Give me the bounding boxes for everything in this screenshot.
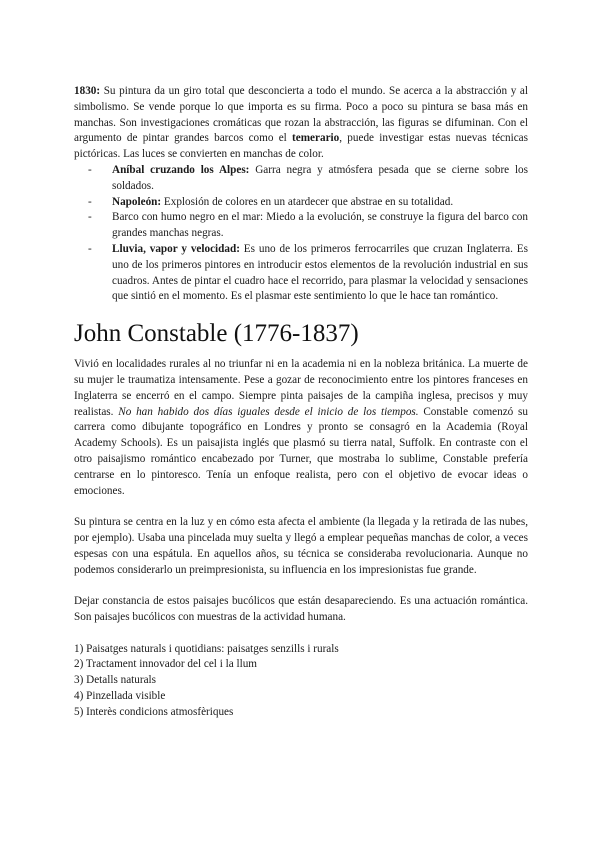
para1-quote: No han habido dos días iguales desde el inicio de los tiempos.	[118, 405, 419, 418]
painting-list	[74, 163, 528, 305]
numbered-item: 2) Tractament innovador del cel i la llum	[74, 658, 257, 671]
list-item-text: Explosión de colores en un atardecer que abstrae en su totalidad.	[161, 195, 454, 208]
intro-year: 1830:	[74, 85, 101, 97]
bullet-dash: -	[88, 211, 92, 224]
spacer	[74, 499, 528, 515]
bullet-dash: -	[88, 195, 92, 208]
characteristics-list	[74, 642, 528, 721]
list-item	[88, 163, 528, 195]
numbered-item: 5) Interès condicions atmosfèriques	[74, 705, 234, 718]
bullet-dash: -	[88, 163, 92, 176]
constable-paragraph-1	[74, 357, 528, 499]
spacer	[74, 578, 528, 594]
list-item-text: Es uno de los primeros ferrocarriles que cruzan Inglaterra. Es uno de los primeros pintores en introducir estos elementos de la revolución industrial en sus cuadros. Antes de pintar el cuadro hace el recorrido, para plasmar la velocidad y sensaciones que sintió en el momento. Es el plasmar este sentimiento lo que le hace tan romántico.	[112, 242, 528, 303]
numbered-item: 4) Pinzellada visible	[74, 689, 166, 702]
intro-paragraph	[74, 84, 528, 163]
numbered-item: 3) Detalls naturals	[74, 674, 157, 687]
list-item-title: Aníbal cruzando los Alpes:	[112, 163, 250, 176]
list-item-title: Napoleón:	[112, 195, 162, 208]
document-body	[74, 84, 528, 720]
para1-text-1: Vivió en localidades rurales al no triunfar ni en la academia ni en la nobleza británica. La muerte de su mujer le traumatiza intensamente. Pese a gozar de reconocimiento entre los pintores franceses en Inglaterra se encerró en el campo. Siempre pinta paisajes de la campiña inglesa, precisos y muy realistas.	[74, 358, 528, 418]
intro-text-2: , puede investigar estas nuevas técnicas pictóricas. Las luces se convierten en manchas de color.	[74, 132, 528, 161]
intro-text-1: Su pintura da un giro total que desconcierta a todo el mundo. Se acerca a la abstracción y al simbolismo. Se vende porque lo que importa es su firma. Poco a poco su pintura se basa más en manchas. Son investigaciones cromáticas que rozan la abstracción, las figuras se difuminan. Con el argumento de pintar grandes barcos como el	[74, 85, 528, 145]
para1-text-2: Constable comenzó su carrera como dibujante topográfico en Londres y pronto se consagró en la Academia (Royal Academy Schools). Es un paisajista inglés que plasmó su tierra natal, Suffolk. En contraste con el otro paisajismo romántico encabezado por Turner, que mostraba lo sublime, Constable prefería centrarse en lo pintoresco. Tenía un enfoque realista, pero con el objetivo de evocar ideas o emociones.	[74, 405, 528, 497]
list-item	[88, 210, 528, 242]
bullet-dash: -	[88, 242, 92, 255]
list-item-text: Barco con humo negro en el mar: Miedo a la evolución, se construye la figura del barco con grandes manchas negras.	[112, 211, 528, 240]
constable-paragraph-2: Su pintura se centra en la luz y en cómo esta afecta el ambiente (la llegada y la retirada de las nubes, por ejemplo). Usaba una pincelada muy suelta y llegó a emplear pequeñas manchas de color, a veces espesas con una espátula. En aquellos años, su técnica se consideraba revolucionaria. Aunque no podemos considerarlo un preimpresionista, su influencia en los impresionistas fue grande.	[74, 516, 528, 576]
list-item	[88, 195, 528, 211]
list-item-title: Lluvia, vapor y velocidad:	[112, 242, 240, 255]
list-item-text: Garra negra y atmósfera pesada que se cierne sobre los soldados.	[112, 163, 528, 192]
spacer	[74, 626, 528, 642]
intro-bold-word: temerario	[292, 132, 340, 145]
list-item	[88, 242, 528, 305]
numbered-item: 1) Paisatges naturals i quotidians: paisatges senzills i rurals	[74, 642, 339, 655]
section-heading: John Constable (1776-1837)	[74, 320, 359, 348]
constable-paragraph-3: Dejar constancia de estos paisajes bucólicos que están desapareciendo. Es una actuación romántica. Son paisajes bucólicos con muestras de la actividad humana.	[74, 595, 528, 623]
